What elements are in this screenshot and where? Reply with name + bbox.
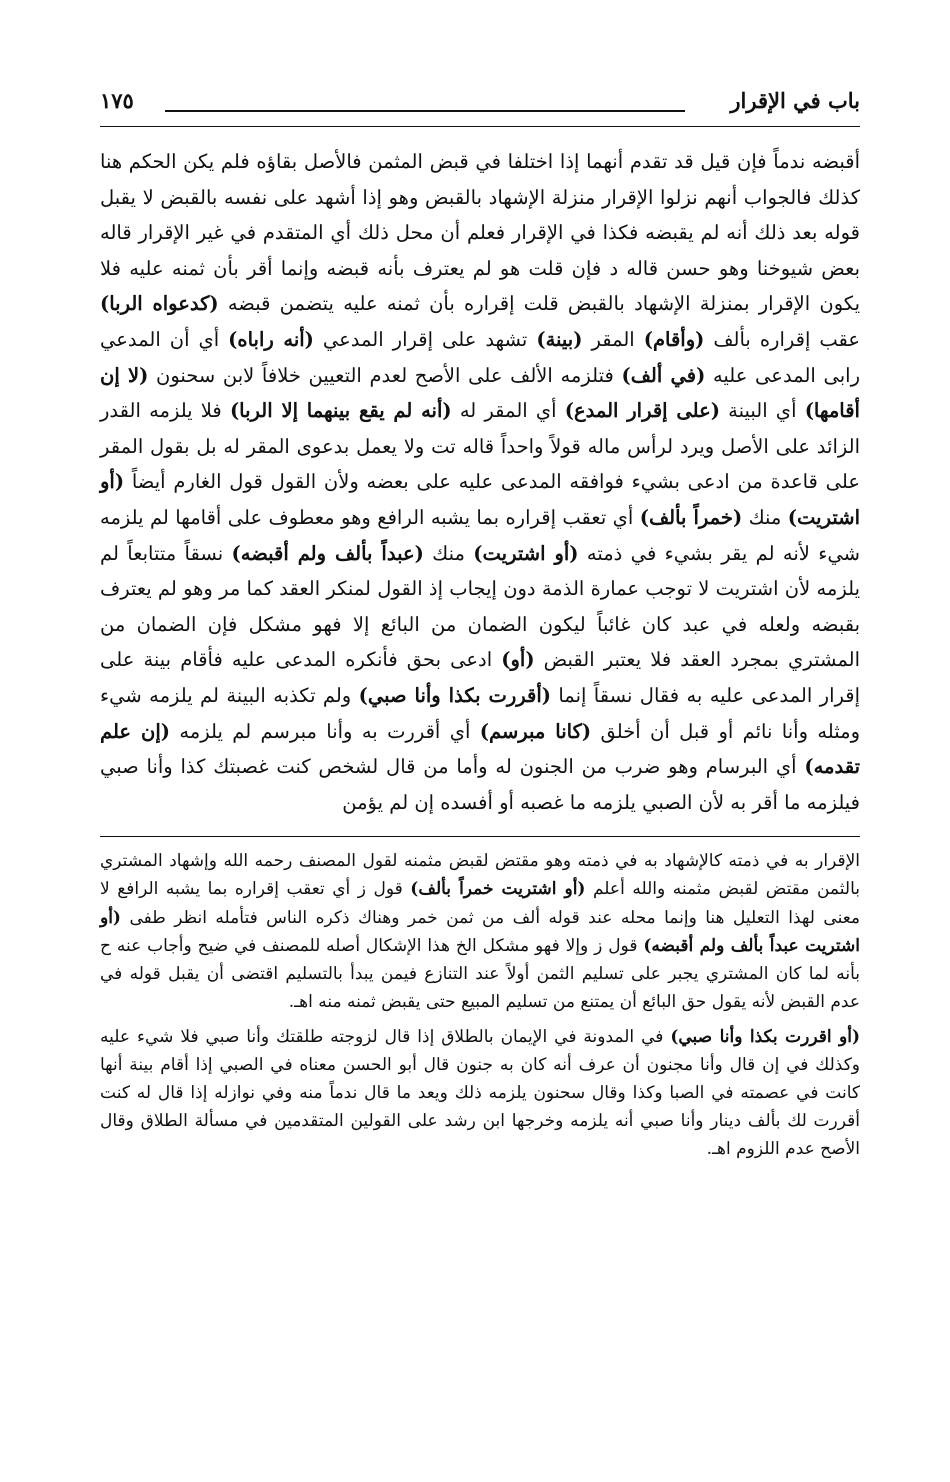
bold-term: (أو اشتريت) [100, 470, 860, 529]
text-run: أي أن المدعي رابى المدعى عليه [100, 327, 860, 387]
main-paragraph [100, 144, 860, 820]
text-run: منك [742, 505, 788, 529]
bold-term: (كانا مبرسم) [479, 719, 592, 743]
main-text [100, 144, 860, 820]
text-run: منك [423, 541, 474, 565]
text-run: أي البرسام وهو ضرب من الجنون له وأما من قال لشخص كنت غصبتك كذا وأنا صبي فيلزمه ما أقر به لأن الصبي يلزمه ما غصبه أو أفسده إن لم يؤمن [100, 755, 860, 814]
text-run: الإقرار به في ذمته كالإشهاد به في ذمته وهو مقتض لقبض مثمنه لقول المصنف رحمه الله وإشهاد المشتري بالثمن مقتض لقبض مثمنه والله أعلم [100, 851, 860, 900]
title-rule [165, 110, 685, 112]
text-run: ولم تكذبه البينة لم يلزمه شيء ومثله وأنا نائم أو قبل أن أخلق [100, 683, 860, 743]
text-run: عقب إقراره بألف [704, 327, 861, 351]
bold-term: (بينة) [536, 327, 583, 351]
text-run: أي أقررت به وأنا مبرسم لم يلزمه [169, 719, 480, 743]
header-rule [100, 126, 860, 127]
footnote-paragraph [100, 847, 860, 1016]
text-run: نسقاً متتابعاً لم يلزمه لأن اشتريت لا توجب عمارة الذمة دون إيجاب إذ القول لمنكر العقد كما مر وهو لم يعترف بقبضه ولعله في عبد كان غائباً ليكون الضمان من البائع إلا فهو مشكل فإن الضمان من المشتري بمجرد العقد فلا يعتبر القبض [100, 541, 860, 672]
text-run: أي المقر له [451, 399, 565, 423]
text-run: تشهد على إقرار المدعي [313, 327, 537, 351]
text-run: قول ز أي تعقب إقراره بما يشبه الرافع لا معنى لهذا التعليل هنا وإنما محله عند قوله ألف من ثمن خمر وهناك ذكره الناس فتأمله انظر طفى [100, 879, 860, 928]
bold-term: (خمراً بألف) [639, 505, 743, 529]
running-title: باب في الإقرار [730, 88, 860, 113]
text-run: ادعى بحق فأنكره المدعى عليه فأقام بينة على إقرار المدعى عليه به فقال نسقاً إنما [100, 648, 861, 707]
text-run: في المدونة في الإيمان بالطلاق إذا قال لزوجته طلقتك وأنا صبي فلا شيء عليه وكذلك في إن قال وأنا مجنون أن عرف أنه كان به جنون قال أبو الحسن معناه في الصبي إذا أقام بينة أنها كانت في عصمته في الصبا وكذا وقال سحنون يلزمه ذلك ويعد ما قال ندماً منه وفي نوازله إذا قال له كنت أقررت لك بألف دينار وأنا صبي أنه يلزمه وخرجها ابن رشد على القولين المتقدمين في مسألة الطلاق وقال الأصح عدم اللزوم اهـ. [100, 1026, 860, 1160]
bold-term: (أنه راباه) [228, 327, 314, 351]
bold-term: (أو اقررت بكذا وأنا صبي) [670, 1026, 860, 1047]
book-page [100, 88, 860, 1388]
bold-term: (أو اشتريت عبداً بألف ولم أقبضه) [100, 907, 860, 956]
bold-term: (كدعواه الربا) [100, 292, 219, 316]
page-number: ١٧٥ [100, 88, 134, 113]
footnotes [100, 847, 860, 1163]
text-run: المقر [582, 327, 644, 351]
bold-term: (وأقام) [643, 327, 705, 351]
bold-term: (في ألف) [621, 363, 706, 387]
text-run: فلا يلزمه القدر الزائد على الأصل ويرد لرأس ماله قولاً واحداً قاله تت ولا يعمل بدعوى المقر له بل بقول المقر على قاعدة من ادعى بشيء فوافقه المدعى عليه على بعضه ولأن القول قول الغارم أيضاً [100, 399, 860, 494]
text-run: قول ز وإلا فهو مشكل الخ هذا الإشكال أصله للمصنف في ضيح وأجاب عنه ح بأنه لما كان المشتري يجبر على تسليم الثمن أولاً عند التنازع فيمن يبدأ بالتسليم اقتضى أن يقبل قوله في عدم القبض لأنه يقول حق البائع أن يمتنع من تسليم المبيع حتى يقبض ثمنه منه اهـ. [100, 935, 860, 1013]
text-run: أي البينة [719, 399, 805, 423]
bold-term: (إن علم تقدمه) [100, 719, 860, 779]
bold-term: (أو) [501, 648, 535, 672]
bold-term: (لا إن أقامها) [100, 363, 860, 423]
footnote-paragraph [100, 1023, 860, 1164]
bold-term: (أو اشتريت خمراً بألف) [410, 879, 586, 900]
bold-term: (أو اشتريت) [473, 541, 579, 565]
text-run: أقبضه ندماً فإن قيل قد تقدم أنهما إذا اختلفا في قبض المثمن فالأصل بقاؤه فلم يكن الحكم هنا كذلك فالجواب أنهم نزلوا الإقرار منزلة الإشهاد بالقبض وهو إذا أشهد على نفسه بالقبض لا يقبل قوله بعد ذلك أنه لم يقبضه فكذا في الإقرار فعلم أن محل ذلك أي المتقدم في غير الإقرار قاله بعض شيوخنا وهو حسن قاله د فإن قلت هو لم يعترف بأنه قبضه وإنما أقر بأن ثمنه عليه فلا يكون الإقرار بمنزلة الإشهاد بالقبض قلت إقراره بأن ثمنه عليه يتضمن قبضه [100, 150, 861, 316]
bold-term: (عبداً بألف ولم أقبضه) [231, 541, 424, 565]
bold-term: (أنه لم يقع بينهما إلا الربا) [229, 399, 452, 423]
bold-term: (أقررت بكذا وأنا صبي) [358, 683, 551, 707]
footnote-divider [100, 836, 860, 837]
bold-term: (على إقرار المدع) [564, 399, 720, 423]
text-run: فتلزمه الألف على الأصح لعدم التعيين خلافاً لابن سحنون [148, 363, 622, 387]
page-header [100, 88, 860, 128]
text-run: أي تعقب إقراره بما يشبه الرافع وهو معطوف على أقامها لم يلزمه شيء لأنه لم يقر بشيء في ذمته [100, 505, 860, 565]
